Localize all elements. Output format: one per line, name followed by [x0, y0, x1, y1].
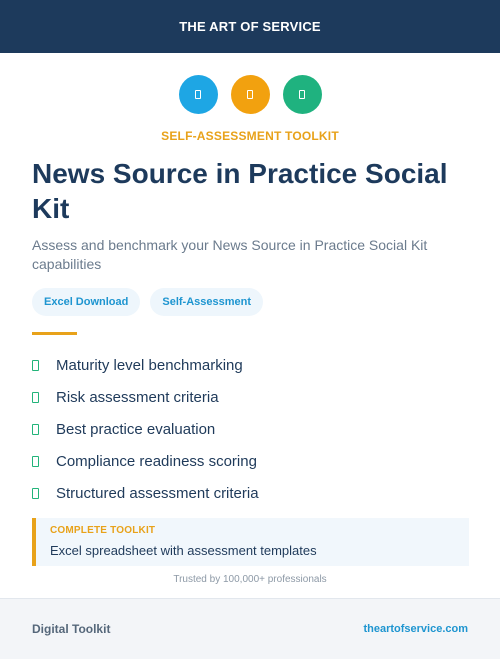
document-icon	[179, 75, 218, 114]
toolkit-callout	[32, 518, 469, 566]
list-item	[32, 477, 472, 509]
callout-label: COMPLETE TOOLKIT	[50, 525, 156, 536]
page-subtitle: Assess and benchmark your News Source in Practice Social Kit capabilities	[32, 237, 428, 272]
list-item	[32, 349, 472, 381]
check-icon	[32, 392, 39, 403]
document-icon	[283, 75, 322, 114]
document-icon	[231, 75, 270, 114]
accent-divider	[32, 332, 77, 335]
check-icon	[32, 488, 39, 499]
tag-list	[32, 288, 263, 316]
check-icon	[32, 456, 39, 467]
feature-text: Best practice evaluation	[56, 420, 216, 438]
eyebrow-label: SELF-ASSESSMENT TOOLKIT	[161, 129, 339, 143]
check-icon	[32, 424, 39, 435]
website-link[interactable]: theartofservice.com	[363, 623, 468, 635]
tag-excel-download: Excel Download	[32, 288, 140, 316]
list-item	[32, 445, 472, 477]
callout-text: Excel spreadsheet with assessment templates	[50, 543, 317, 558]
icon-row	[0, 75, 500, 114]
brand-name: THE ART OF SERVICE	[179, 19, 321, 34]
tag-self-assessment: Self-Assessment	[150, 288, 263, 316]
feature-text: Structured assessment criteria	[56, 484, 259, 502]
footer-label: Digital Toolkit	[32, 622, 111, 636]
feature-text: Risk assessment criteria	[56, 388, 219, 406]
feature-list	[32, 349, 472, 509]
list-item	[32, 413, 472, 445]
footer-bar	[0, 598, 500, 659]
check-icon	[32, 360, 39, 371]
header-bar	[0, 0, 500, 53]
feature-text: Maturity level benchmarking	[56, 356, 243, 374]
trust-note: Trusted by 100,000+ professionals	[173, 574, 327, 585]
page-title: News Source in Practice Social Kit	[32, 158, 448, 224]
list-item	[32, 381, 472, 413]
feature-text: Compliance readiness scoring	[56, 452, 257, 470]
